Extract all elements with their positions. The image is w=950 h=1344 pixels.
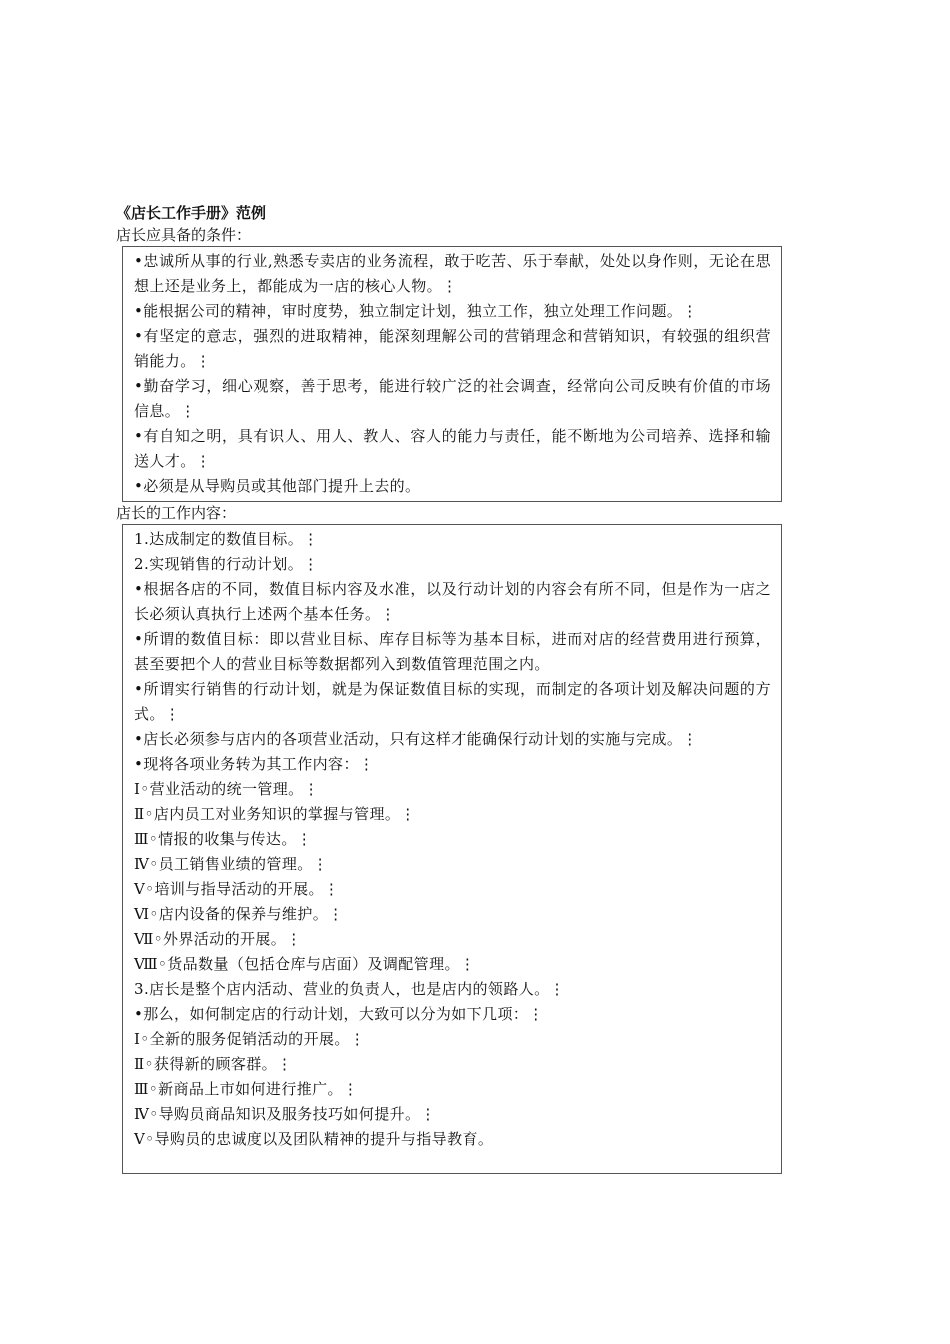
list-item: Ⅷ◦货品数量（包括仓库与店面）及调配管理。⋮	[134, 955, 476, 973]
list-item: Ⅰ◦营业活动的统一管理。⋮	[134, 780, 319, 798]
list-item: •忠诚所从事的行业,熟悉专卖店的业务流程，敢于吃苦、乐于奉献，处处以身作则，无论在思想上还是业务上，都能成为一店的核心人物。⋮	[134, 252, 771, 295]
document	[116, 202, 784, 1174]
list-item: Ⅳ◦员工销售业绩的管理。⋮	[134, 855, 329, 873]
list-item: 2.实现销售的行动计划。⋮	[134, 555, 319, 573]
list-item: Ⅴ◦培训与指导活动的开展。⋮	[134, 880, 340, 898]
list-item: Ⅲ◦新商品上市如何进行推广。⋮	[134, 1080, 359, 1098]
document-title: 《店长工作手册》范例	[116, 204, 267, 222]
list-item: Ⅱ◦店内员工对业务知识的掌握与管理。⋮	[134, 805, 416, 823]
list-item: •能根据公司的精神，审时度势，独立制定计划，独立工作，独立处理工作问题。⋮	[134, 302, 698, 320]
list-item: Ⅰ◦全新的服务促销活动的开展。⋮	[134, 1030, 366, 1048]
list-item: •店长必须参与店内的各项营业活动，只有这样才能确保行动计划的实施与完成。⋮	[134, 730, 698, 748]
section-label-qualifications: 店长应具备的条件：	[116, 226, 252, 244]
section-label-duties: 店长的工作内容：	[116, 504, 237, 522]
duties-box	[122, 524, 782, 1174]
list-item: •所谓的数值目标：即以营业目标、库存目标等为基本目标，进而对店的经营费用进行预算，甚至要把个人的营业目标等数据都列入到数值管理范围之内。	[134, 630, 771, 673]
list-item: •必须是从导购员或其他部门提升上去的。	[134, 477, 421, 495]
list-item: Ⅵ◦店内设备的保养与维护。⋮	[134, 905, 344, 923]
list-item: 1.达成制定的数值目标。⋮	[134, 530, 319, 548]
list-item: •有自知之明，具有识人、用人、教人、容人的能力与责任，能不断地为公司培养、选择和输送人才。⋮	[134, 427, 771, 470]
qualifications-box	[122, 246, 782, 502]
list-item: •根据各店的不同，数值目标内容及水准，以及行动计划的内容会有所不同，但是作为一店之长必须认真执行上述两个基本任务。⋮	[134, 580, 771, 623]
list-item: •那么，如何制定店的行动计划，大致可以分为如下几项：⋮	[134, 1005, 544, 1023]
list-item: •有坚定的意志，强烈的进取精神，能深刻理解公司的营销理念和营销知识，有较强的组织营销能力。⋮	[134, 327, 771, 370]
list-item: Ⅳ◦导购员商品知识及服务技巧如何提升。⋮	[134, 1105, 436, 1123]
list-item: Ⅶ◦外界活动的开展。⋮	[134, 930, 302, 948]
list-item: •勤奋学习，细心观察，善于思考，能进行较广泛的社会调查，经常向公司反映有价值的市场信息。⋮	[134, 377, 771, 420]
list-item: •现将各项业务转为其工作内容：⋮	[134, 755, 375, 773]
list-item: Ⅱ◦获得新的顾客群。⋮	[134, 1055, 293, 1073]
list-item: •所谓实行销售的行动计划，就是为保证数值目标的实现，而制定的各项计划及解决问题的方式。⋮	[134, 680, 771, 723]
list-item: Ⅴ◦导购员的忠诚度以及团队精神的提升与指导教育。	[134, 1130, 494, 1148]
list-item: 3.店长是整个店内活动、营业的负责人，也是店内的领路人。⋮	[134, 980, 565, 998]
list-item: Ⅲ◦情报的收集与传达。⋮	[134, 830, 313, 848]
